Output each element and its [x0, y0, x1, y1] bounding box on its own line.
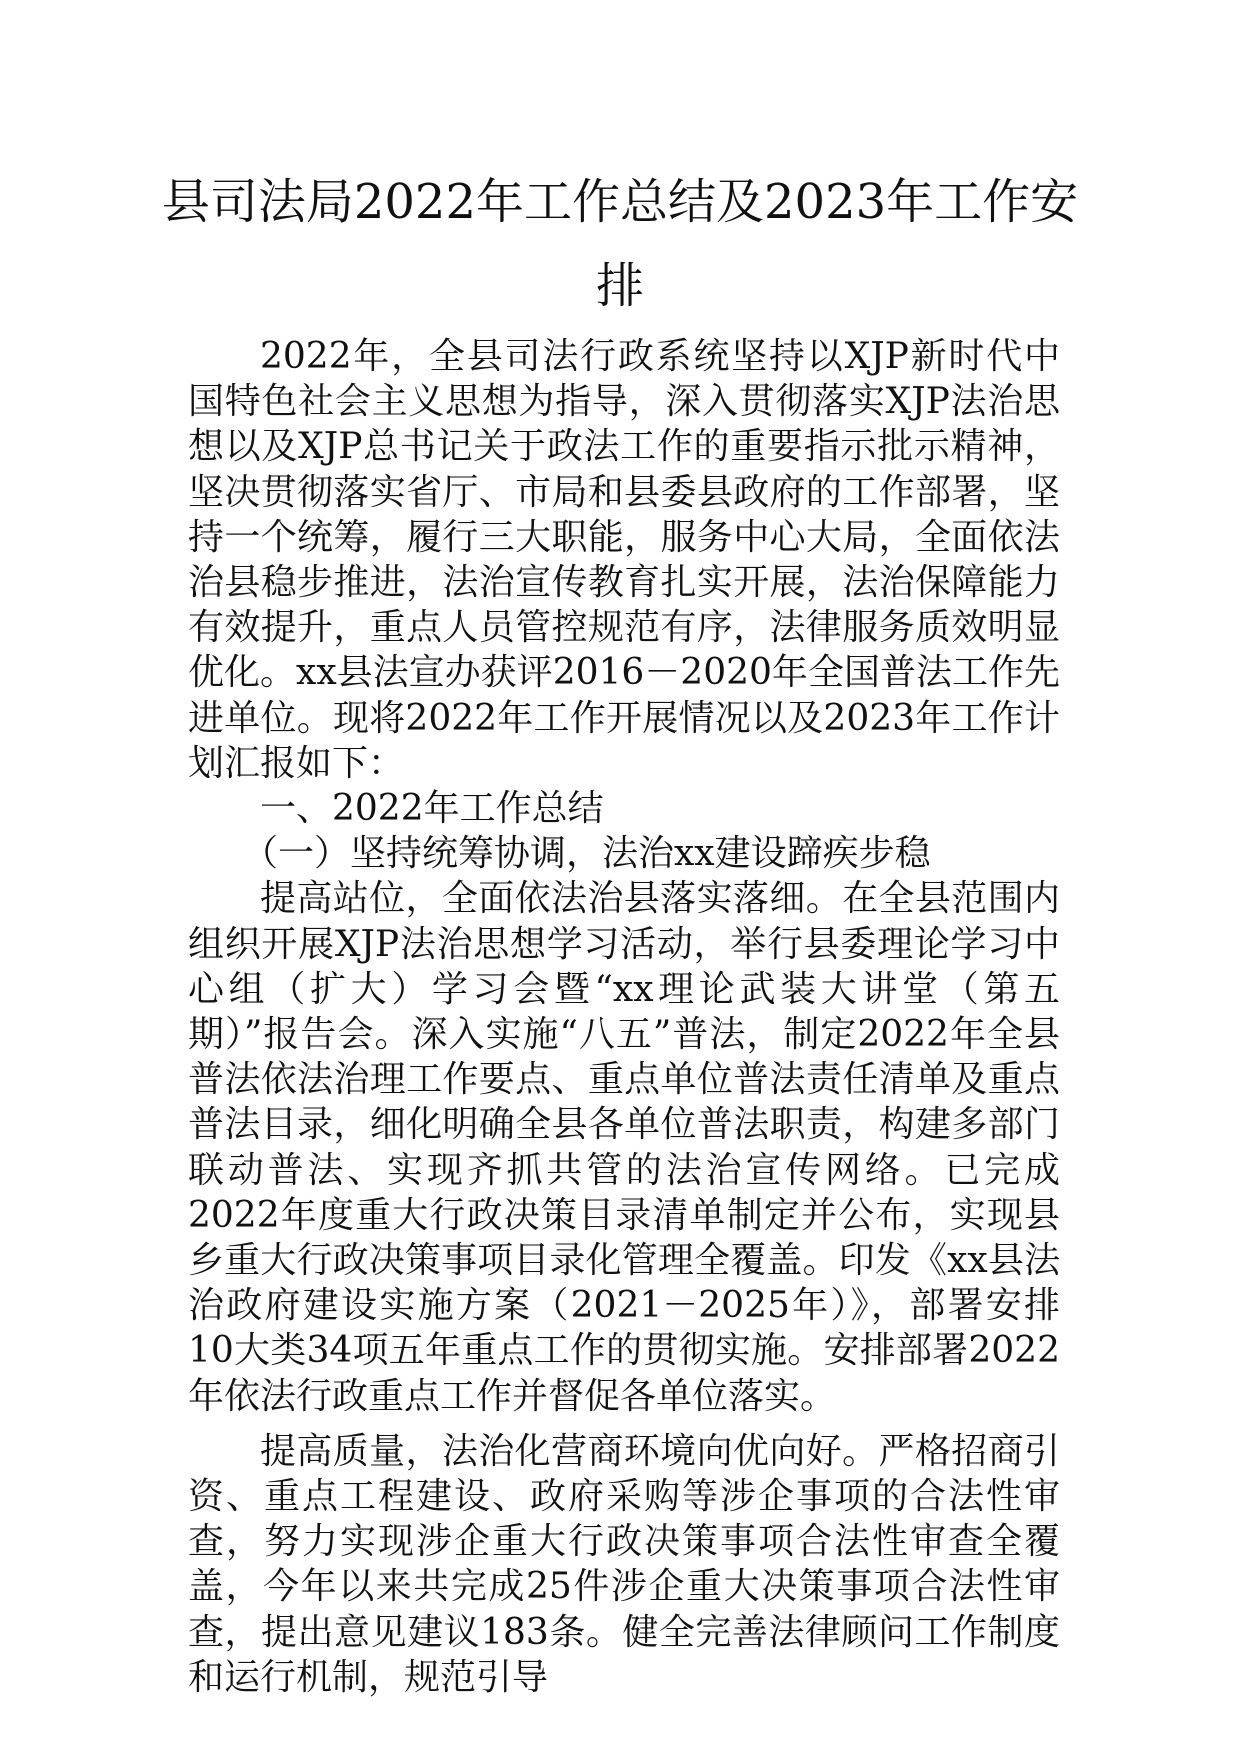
subsection-heading: （一）坚持统筹协调，法治xx建设蹄疾步稳 [242, 833, 931, 875]
intro-paragraph: 2022年，全县司法行政系统坚持以XJP新时代中国特色社会主义思想为指导，深入贯彻落实XJP法治思想以及XJP总书记关于政法工作的重要指示批示精神，坚决贯彻落实省厅、市局和县委县政府的工作部署，坚持一个统筹，履行三大职能，服务中心大局，全面依法治县稳步推进，法治宣传教育扎实开展，法治保障能力有效提升，重点人员管控规范有序，法律服务质效明显优化。xx县法宣办获评2016－2020年全国普法工作先进单位。现将2022年工作开展情况以及2023年工作计划汇报如下： [188, 336, 1060, 784]
body-paragraph-2: 提高质量，法治化营商环境向优向好。严格招商引资、重点工程建设、政府采购等涉企事项的合法性审查，努力实现涉企重大行政决策事项合法性审查全覆盖，今年以来共完成25件涉企重大决策事项合法性审查，提出意见建议183条。健全完善法律顾问工作制度和运行机制，规范引导 [188, 1430, 1060, 1698]
body-paragraph-1: 提高站位，全面依法治县落实落细。在全县范围内组织开展XJP法治思想学习活动，举行县委理论学习中心组（扩大）学习会暨“xx理论武装大讲堂（第五期）”报告会。深入实施“八五”普法，制定2022年全县普法依法治理工作要点、重点单位普法责任清单及重点普法目录，细化明确全县各单位普法职责，构建多部门联动普法、实现齐抓共管的法治宣传网络。已完成2022年度重大行政决策目录清单制定并公布，实现县乡重大行政决策事项目录化管理全覆盖。印发《xx县法治政府建设实施方案（2021－2025年）》，部署安排10大类34项五年重点工作的贯彻实施。安排部署2022年依法行政重点工作并督促各单位落实。 [188, 878, 1060, 1417]
document-title: 县司法局2022年工作总结及2023年工作安排 [161, 174, 1079, 314]
section-heading: 一、2022年工作总结 [260, 788, 604, 830]
document-body [188, 334, 1060, 1700]
